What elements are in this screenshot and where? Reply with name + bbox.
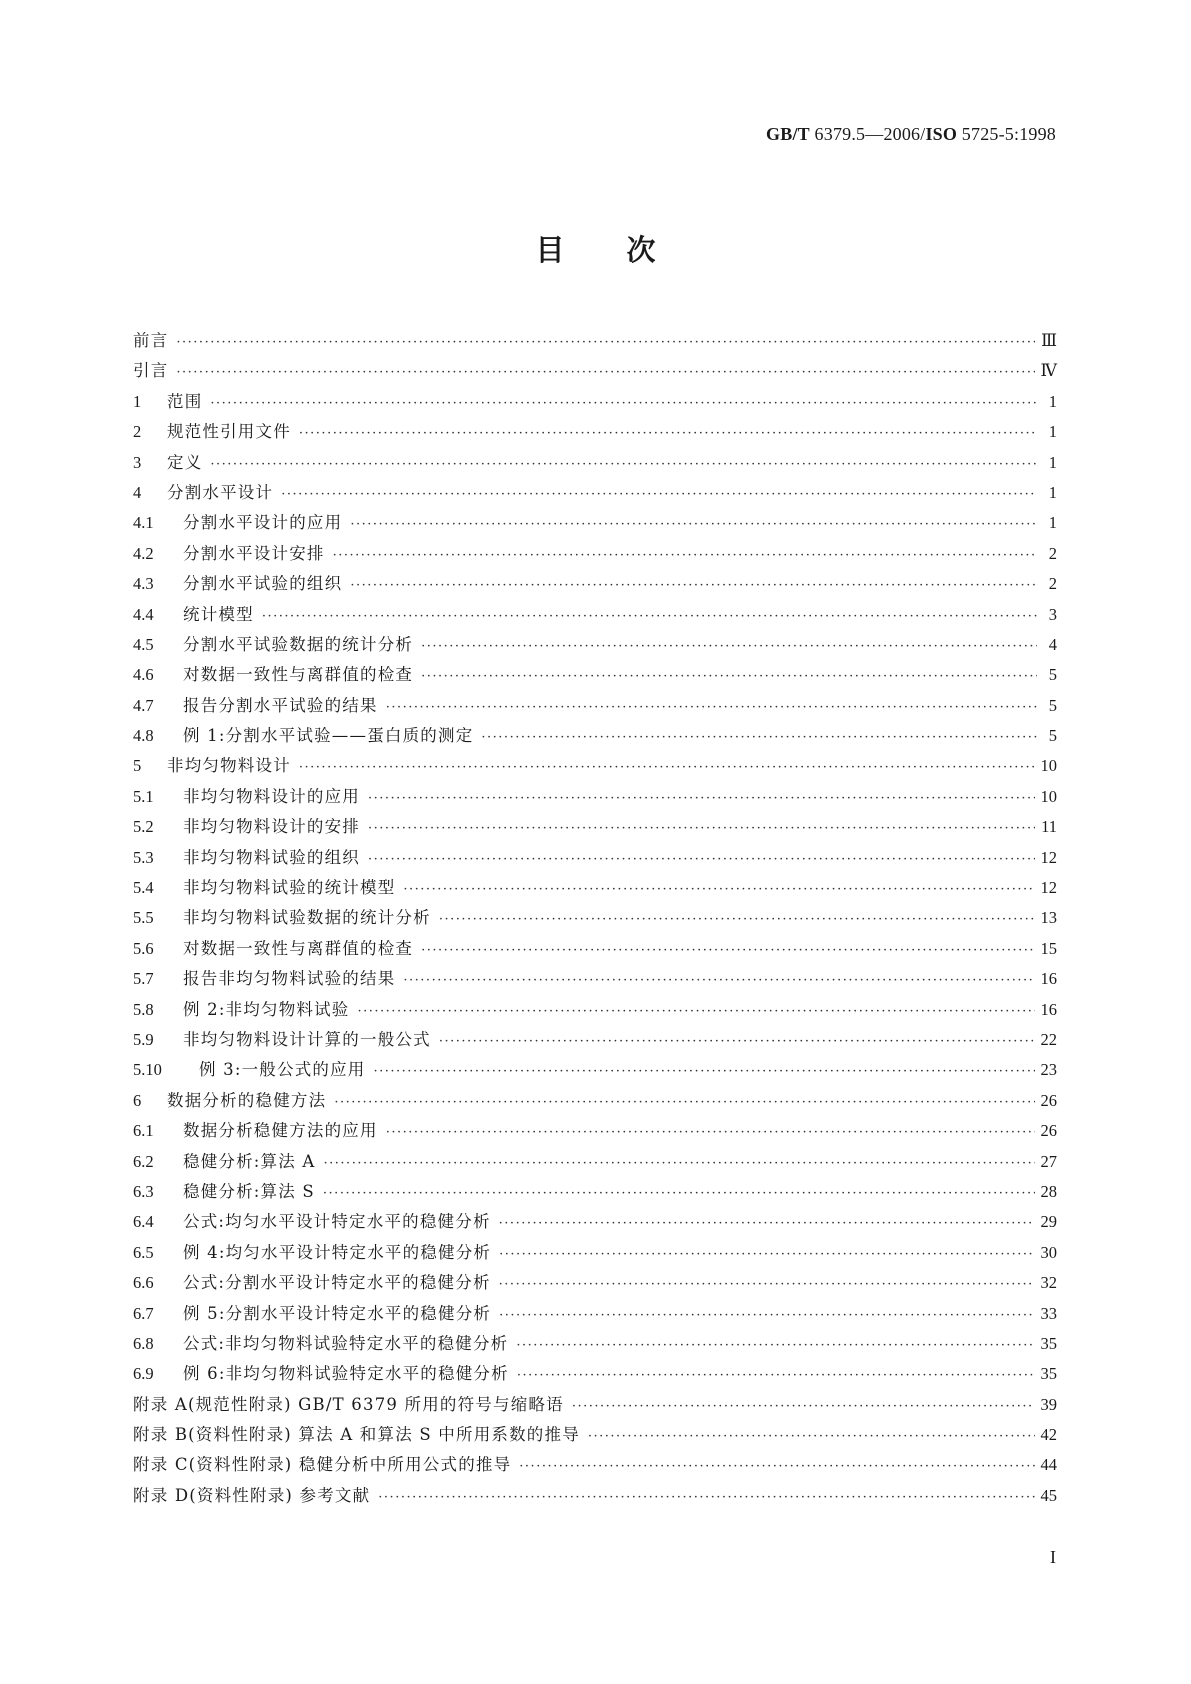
toc-entry[interactable] [133,844,1057,874]
title-char-1: 目 [535,233,565,267]
toc-entry-label: 例 6:非均匀物料试验特定水平的稳健分析 [183,1364,509,1384]
toc-entry-number: 6.2 [133,1151,154,1171]
toc-entry[interactable] [133,965,1057,995]
toc-leader-dots [386,700,1037,715]
toc-leader-dots [368,852,1035,867]
toc-leader-dots [499,1216,1035,1231]
toc-entry-page: 11 [1041,817,1057,837]
toc-entry-label: 附录 C(资料性附录) 稳健分析中所用公式的推导 [133,1455,512,1475]
toc-leader-dots [519,1459,1034,1474]
toc-entry-number: 5.2 [133,817,154,837]
toc-entry-label: 例 4:均匀水平设计特定水平的稳健分析 [183,1242,492,1262]
toc-leader-dots [324,1156,1035,1171]
toc-leader-dots [499,1308,1034,1323]
toc-leader-dots [439,912,1035,927]
toc-entry-number: 5.8 [133,999,154,1019]
toc-entry-page: 1 [1048,482,1057,502]
toc-entry[interactable] [133,1482,1057,1512]
toc-entry[interactable] [133,570,1057,600]
toc-leader-dots [299,426,1037,441]
toc-entry[interactable] [133,540,1057,570]
toc-leader-dots [176,365,1034,380]
toc-entry-number: 5.4 [133,878,154,898]
toc-entry-number: 5.10 [133,1060,162,1080]
toc-entry[interactable] [133,509,1057,539]
toc-entry-page: 12 [1040,847,1057,867]
toc-entry-number: 5.7 [133,969,154,989]
toc-entry-number: 5.6 [133,938,154,958]
toc-entry[interactable] [133,1421,1057,1451]
toc-entry-page: 1 [1048,391,1057,411]
toc-entry-page: 26 [1040,1090,1057,1110]
toc-entry[interactable] [133,1360,1057,1390]
toc-entry[interactable] [133,783,1057,813]
std-gb-prefix: GB/T [766,124,810,144]
toc-entry-label: 分割水平设计安排 [183,543,325,563]
toc-entry-page: 23 [1040,1060,1057,1080]
toc-leader-dots [262,609,1037,624]
toc-entry[interactable] [133,1330,1057,1360]
toc-entry[interactable] [133,722,1057,752]
toc-entry-label: 数据分析的稳健方法 [167,1090,327,1110]
toc-entry[interactable] [133,661,1057,691]
toc-entry-label: 非均匀物料设计 [167,756,291,776]
toc-entry-number: 5.5 [133,908,154,928]
toc-entry-label: 分割水平设计的应用 [183,513,343,533]
toc-entry[interactable] [133,1391,1057,1421]
toc-leader-dots [210,457,1037,472]
toc-entry[interactable] [133,388,1057,418]
toc-leader-dots [499,1247,1034,1262]
toc-entry-number: 6.1 [133,1121,154,1141]
toc-entry-number: 3 [133,452,142,472]
toc-entry-label: 例 2:非均匀物料试验 [183,999,350,1019]
toc-leader-dots [368,821,1035,836]
toc-leader-dots [358,1004,1035,1019]
toc-leader-dots [333,548,1037,563]
std-iso-number: 5725-5:1998 [957,124,1056,144]
toc-entry-page: 12 [1040,878,1057,898]
toc-leader-dots [499,1277,1035,1292]
toc-leader-dots [572,1399,1035,1414]
toc-entry-number: 6.8 [133,1333,154,1353]
toc-leader-dots [421,943,1034,958]
toc-entry-label: 分割水平设计 [167,482,274,502]
toc-entry-number: 6.7 [133,1303,154,1323]
toc-entry-page: 45 [1040,1485,1057,1505]
toc-entry[interactable] [133,479,1057,509]
toc-entry-page: 33 [1040,1303,1057,1323]
toc-entry-label: 数据分析稳健方法的应用 [183,1121,378,1141]
toc-entry-page: Ⅳ [1040,361,1057,381]
toc-entry-page: 5 [1048,665,1057,685]
toc-entry-number: 5 [133,756,142,776]
toc-entry-page: 5 [1048,695,1057,715]
toc-entry-label: 非均匀物料设计的安排 [183,817,360,837]
toc-leader-dots [281,487,1037,502]
toc-entry-label: 非均匀物料试验的统计模型 [183,878,396,898]
toc-entry-page: 1 [1048,422,1057,442]
toc-entry-number: 4.3 [133,574,154,594]
toc-entry-label: 公式:非均匀物料试验特定水平的稳健分析 [183,1333,509,1353]
toc-entry-label: 稳健分析:算法 A [183,1151,316,1171]
toc-entry-label: 分割水平试验的组织 [183,574,343,594]
toc-entry-page: 13 [1040,908,1057,928]
toc-entry-label: 对数据一致性与离群值的检查 [183,665,414,685]
toc-entry-label: 规范性引用文件 [167,422,291,442]
toc-entry-label: 例 3:一般公式的应用 [199,1060,366,1080]
toc-entry-number: 1 [133,391,142,411]
footer-page-number: I [1050,1547,1056,1567]
toc-entry[interactable] [133,1300,1057,1330]
page-title [0,228,1191,269]
toc-entry-number: 5.9 [133,1029,154,1049]
toc-entry[interactable] [133,1451,1057,1481]
toc-leader-dots [403,973,1034,988]
toc-entry-number: 4.1 [133,513,154,533]
toc-entry-label: 非均匀物料试验数据的统计分析 [183,908,431,928]
toc-entry-page: 44 [1040,1455,1057,1475]
toc-leader-dots [421,639,1037,654]
std-iso-prefix: ISO [925,124,958,144]
toc-leader-dots [368,791,1035,806]
toc-entry-number: 5.3 [133,847,154,867]
toc-entry-page: 26 [1040,1121,1057,1141]
toc-entry[interactable] [133,631,1057,661]
toc-entry-page: 27 [1040,1151,1057,1171]
toc-entry[interactable] [133,1178,1057,1208]
toc-leader-dots [323,1186,1035,1201]
toc-entry[interactable] [133,996,1057,1026]
toc-entry[interactable] [133,1117,1057,1147]
table-of-contents [133,327,1057,1512]
toc-entry-number: 6.5 [133,1242,154,1262]
toc-entry[interactable] [133,357,1057,387]
toc-entry-label: 分割水平试验数据的统计分析 [183,634,414,654]
toc-entry[interactable] [133,418,1057,448]
toc-entry-label: 统计模型 [183,604,254,624]
toc-entry[interactable] [133,1208,1057,1238]
toc-entry-page: 28 [1040,1181,1057,1201]
toc-entry[interactable] [133,601,1057,631]
toc-entry-page: 2 [1048,543,1057,563]
toc-entry-label: 报告非均匀物料试验的结果 [183,969,396,989]
toc-entry[interactable] [133,1239,1057,1269]
toc-entry-page: 5 [1048,726,1057,746]
toc-entry-label: 附录 D(资料性附录) 参考文献 [133,1485,371,1505]
toc-entry-number: 4.8 [133,726,154,746]
toc-leader-dots [439,1034,1035,1049]
toc-entry-label: 非均匀物料设计的应用 [183,786,360,806]
toc-entry-number: 4 [133,482,142,502]
toc-leader-dots [517,1368,1035,1383]
toc-entry-label: 附录 A(规范性附录) GB/T 6379 所用的符号与缩略语 [133,1394,564,1414]
toc-entry-page: 32 [1040,1273,1057,1293]
toc-leader-dots [350,517,1037,532]
toc-entry-page: 1 [1048,513,1057,533]
toc-entry-page: 3 [1048,604,1057,624]
toc-leader-dots [334,1095,1034,1110]
toc-entry-page: 35 [1040,1364,1057,1384]
toc-entry-page: 16 [1040,969,1057,989]
toc-entry[interactable] [133,1269,1057,1299]
toc-entry-label: 定义 [167,452,203,472]
toc-entry-number: 6.6 [133,1273,154,1293]
toc-entry[interactable] [133,813,1057,843]
toc-entry[interactable] [133,327,1057,357]
toc-entry-label: 范围 [167,391,203,411]
toc-entry-number: 6.4 [133,1212,154,1232]
toc-entry-page: 30 [1040,1242,1057,1262]
standard-code [766,124,1056,145]
toc-entry-page: 39 [1040,1394,1057,1414]
toc-entry-label: 引言 [133,361,169,381]
toc-entry-label: 公式:分割水平设计特定水平的稳健分析 [183,1273,491,1293]
toc-leader-dots [176,335,1035,350]
toc-entry-page: 22 [1040,1029,1057,1049]
toc-leader-dots [403,882,1034,897]
toc-entry-page: 10 [1040,786,1057,806]
toc-entry-number: 2 [133,422,142,442]
toc-entry-label: 非均匀物料设计计算的一般公式 [183,1029,431,1049]
toc-entry-label: 附录 B(资料性附录) 算法 A 和算法 S 中所用系数的推导 [133,1425,580,1445]
toc-entry-page: Ⅲ [1041,331,1057,350]
toc-entry-page: 29 [1040,1212,1057,1232]
toc-entry-label: 前言 [133,331,169,350]
toc-entry-page: 15 [1040,938,1057,958]
toc-leader-dots [481,730,1037,745]
toc-entry[interactable] [133,692,1057,722]
toc-entry[interactable] [133,449,1057,479]
toc-entry[interactable] [133,935,1057,965]
toc-leader-dots [210,396,1037,411]
toc-entry-page: 10 [1040,756,1057,776]
toc-leader-dots [421,669,1037,684]
toc-entry-label: 对数据一致性与离群值的检查 [183,938,414,958]
toc-entry[interactable] [133,874,1057,904]
toc-entry[interactable] [133,1087,1057,1117]
toc-entry-label: 公式:均匀水平设计特定水平的稳健分析 [183,1212,491,1232]
toc-entry-number: 6 [133,1090,142,1110]
toc-entry-number: 4.7 [133,695,154,715]
toc-entry-page: 35 [1040,1333,1057,1353]
toc-entry-page: 1 [1048,452,1057,472]
toc-entry-number: 6.9 [133,1364,154,1384]
toc-entry-number: 4.2 [133,543,154,563]
toc-entry-number: 5.1 [133,786,154,806]
toc-entry-page: 16 [1040,999,1057,1019]
toc-entry-label: 例 1:分割水平试验——蛋白质的测定 [183,726,474,746]
toc-leader-dots [378,1490,1034,1505]
toc-entry-label: 稳健分析:算法 S [183,1181,315,1201]
toc-entry-number: 4.5 [133,634,154,654]
toc-leader-dots [516,1338,1034,1353]
title-char-2: 次 [626,233,656,267]
toc-entry-page: 2 [1048,574,1057,594]
toc-entry[interactable] [133,1026,1057,1056]
toc-entry-page: 4 [1048,634,1057,654]
toc-entry-page: 42 [1040,1425,1057,1445]
toc-entry-label: 非均匀物料试验的组织 [183,847,360,867]
toc-leader-dots [350,578,1037,593]
toc-entry[interactable] [133,904,1057,934]
toc-entry-number: 6.3 [133,1181,154,1201]
toc-leader-dots [588,1429,1035,1444]
toc-entry-number: 4.6 [133,665,154,685]
toc-entry[interactable] [133,1056,1057,1086]
toc-entry-label: 报告分割水平试验的结果 [183,695,378,715]
toc-entry-number: 4.4 [133,604,154,624]
toc-leader-dots [299,760,1035,775]
toc-leader-dots [374,1064,1035,1079]
toc-leader-dots [386,1125,1035,1140]
toc-entry[interactable] [133,1148,1057,1178]
std-gb-number: 6379.5—2006/ [809,124,926,144]
toc-entry-label: 例 5:分割水平设计特定水平的稳健分析 [183,1303,492,1323]
toc-entry[interactable] [133,752,1057,782]
